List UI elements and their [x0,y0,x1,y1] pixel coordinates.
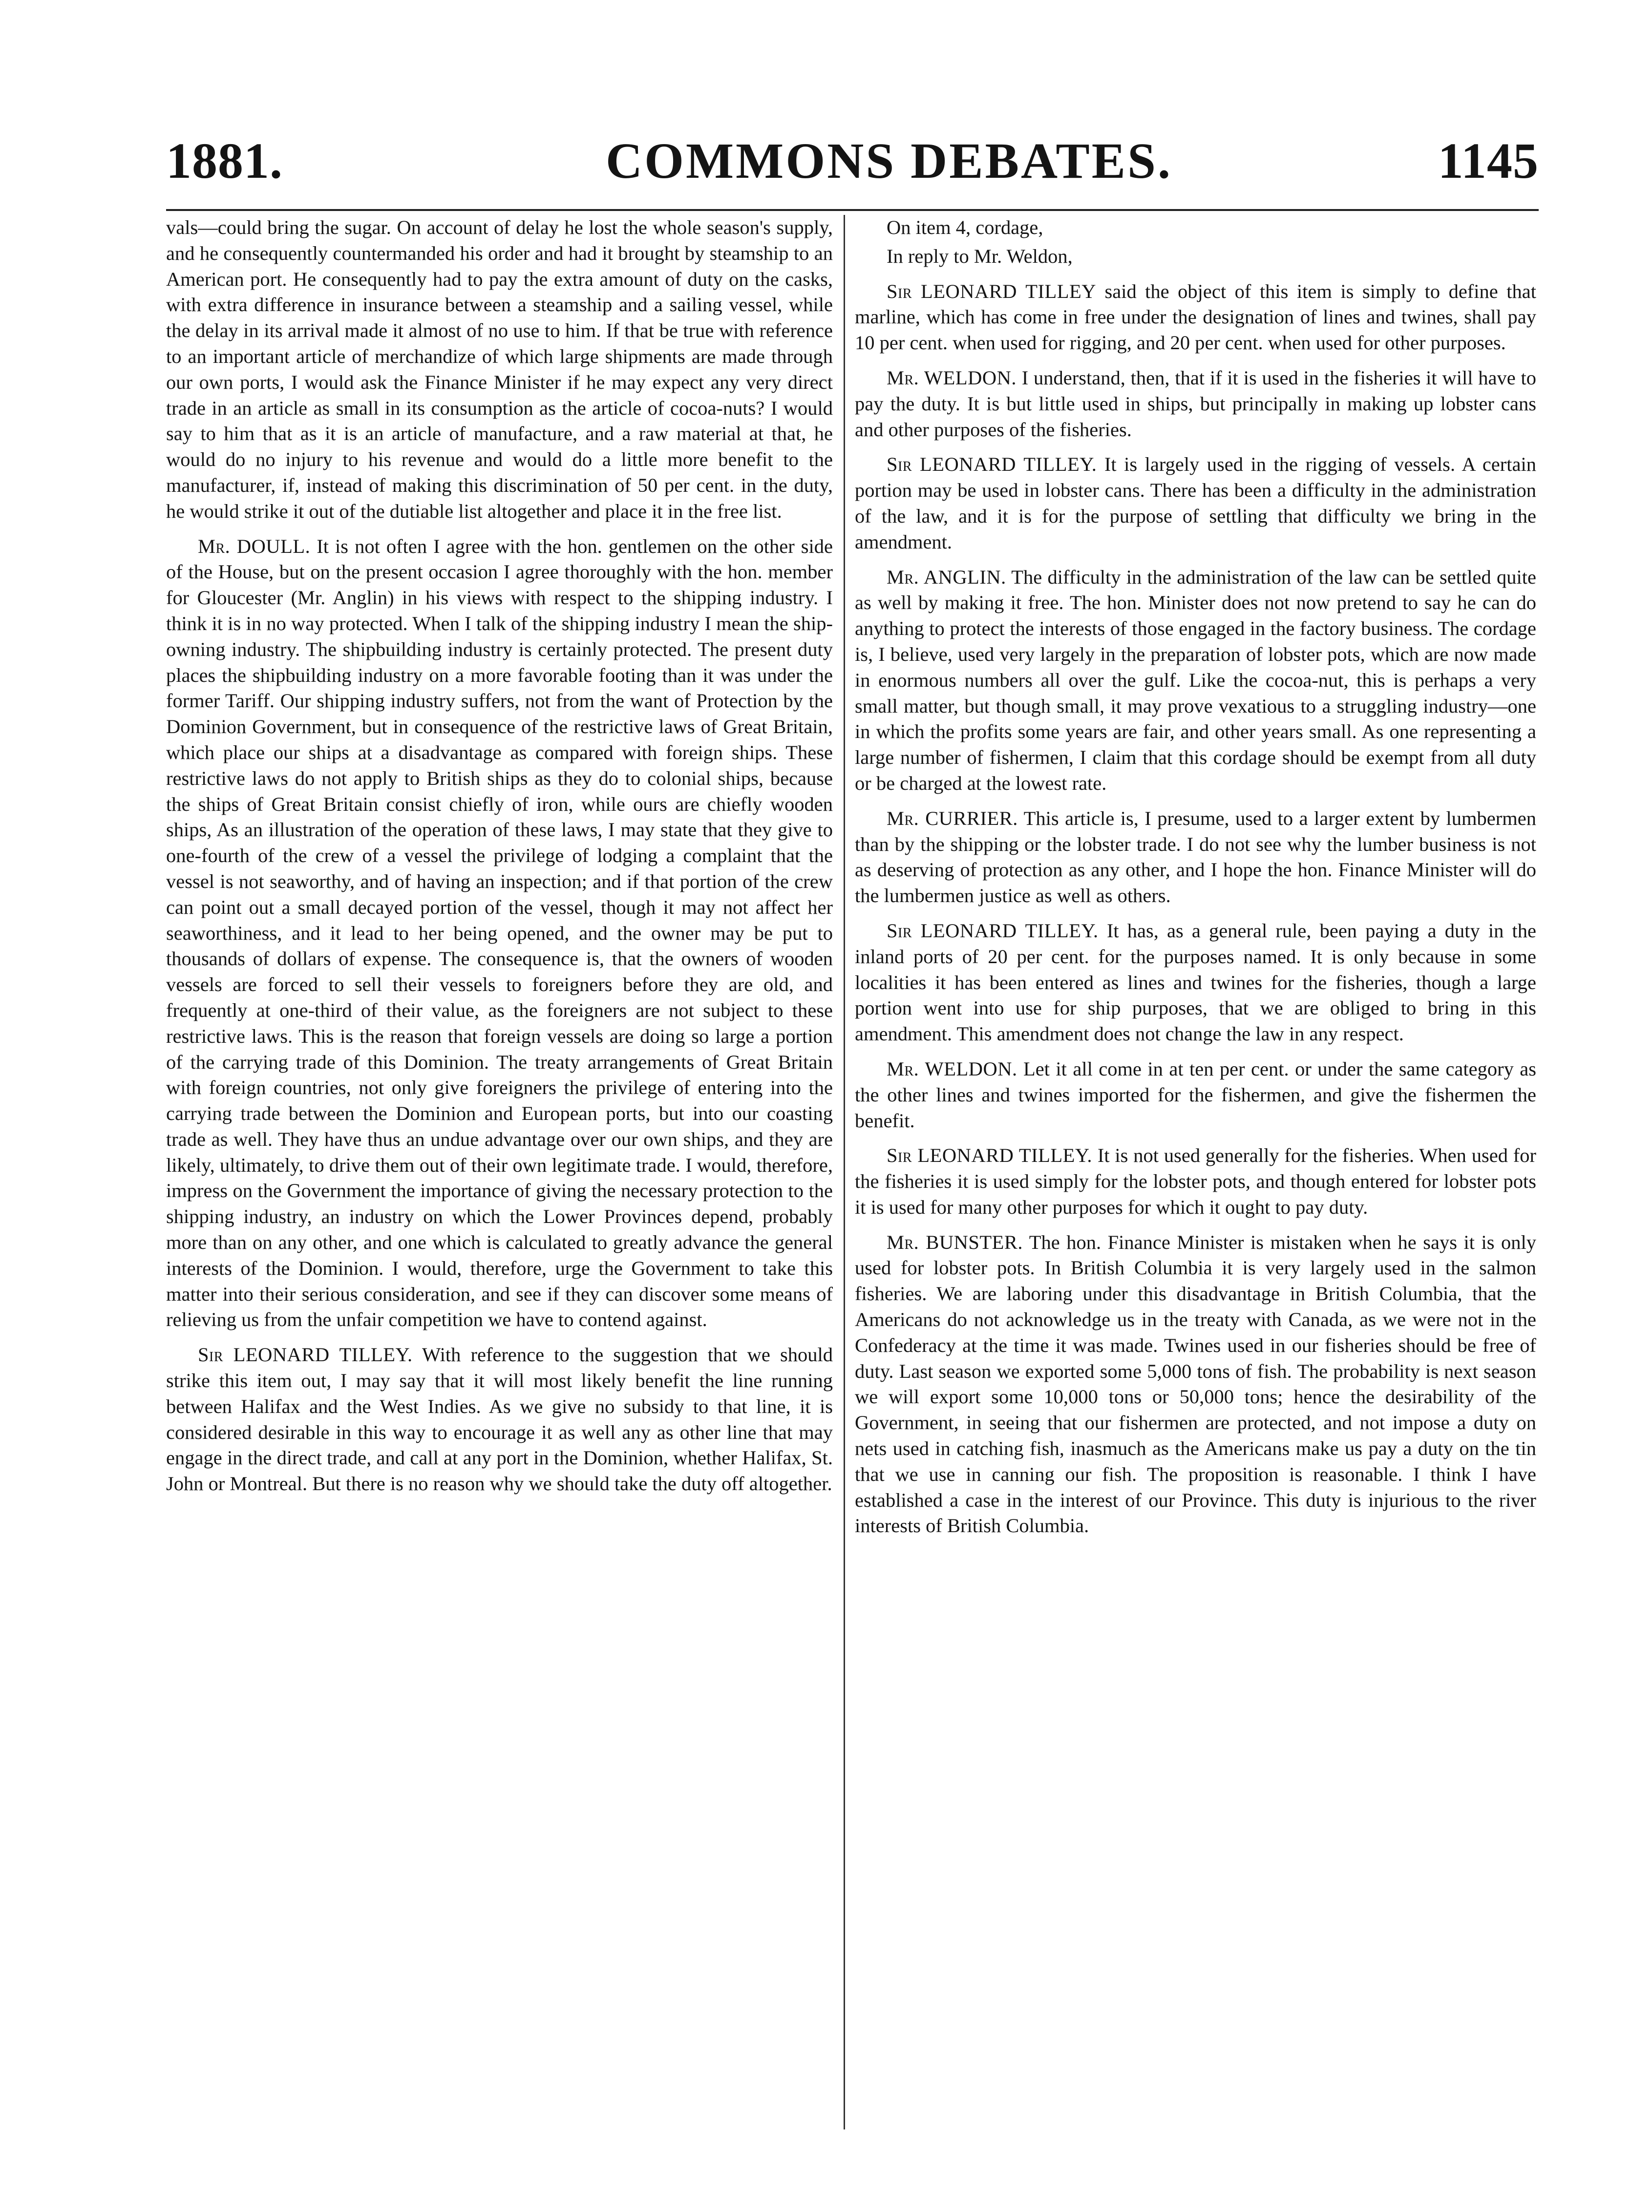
paragraph-text: It has, as a general rule, been paying a duty in the inland ports of 20 per cent. for the purposes named. It is only because in some localities it has been entered as lines and twines for the fisheries, though a large portion went into use for ship purposes, that we are obliged to bring in this amendment. This amendment does not change the law in any respect. [855,919,1536,1045]
speaker-name: Sir LEONARD TILLEY [887,280,1096,302]
item-note [855,244,1536,270]
note-text: In reply to Mr. Weldon, [887,245,1073,267]
paragraph-text: said the object of this item is simply to define that marline, which has come in free under the designation of lines and twines, shall pay 10 per cent. when used for rigging, and 20 per cent. when used for other purposes. [855,280,1536,354]
right-column [855,215,1536,1548]
paragraph-text: The difficulty in the administration of the law can be settled quite as well by making it free. The hon. Minister does not now pretend to say he can do anything to protect the interests of those engaged in the factory business. The cordage is, I believe, used very largely in the preparation of lobster pots, which are now made in enormous numbers all over the gulf. Like the cocoa-nut, this is perhaps a very small matter, but though small, it may prove vexatious to a struggling industry—one in which the profits some years are fair, and other years small. As one representing a large number of fishermen, I claim that this cordage should be exempt from all duty or be charged at the lowest rate. [855,566,1536,794]
paragraph-text: Let it all come in at ten per cent. or under the same category as the other lines and twines imported for the fishermen, and give the fishermen the benefit. [855,1057,1537,1132]
paragraph-text: The hon. Finance Minister is mistaken when he says it is only used for lobster pots. In British Columbia it is very largely used in the salmon fisheries. We are laboring under this disadvantage in British Columbia, that the Americans do not acknowledge us in the treaty with Canada, as we were not in the Confederacy at the time it was made. Twines used in our fisheries should be free of duty. Last season we exported some 5,000 tons of fish. The probability is next season we will export some 10,000 tons or 50,000 tons; hence the desirability of the Government, in seeing that our fishermen are protected, and not impose a duty on nets used in catching fish, inasmuch as the Americans make us pay a duty on the tin that we use in canning our fish. The proposition is reasonable. I think I have established a case in the interest of our Province. This duty is injurious to the river interests of British Columbia. [855,1231,1536,1537]
header-page-number: 1145 [1438,133,1539,189]
paragraph [855,1143,1536,1220]
speaker-name: Sir LEONARD TILLEY. [198,1344,413,1366]
page-header [166,132,1539,200]
paragraph-text: vals—could bring the sugar. On account of delay he lost the whole season's supply, and he consequently countermanded his order and had it brought by steamship to an American port. He consequently had to pay the extra amount of duty on the casks, with extra difference in insurance between a steamship and a sailing vessel, while the delay in its arrival made it almost of no use to him. If that be true with reference to an important article of merchandize of which large shipments are made through our own ports, I would ask the Finance Minister if he may expect any very direct trade in an article as small in its consumption as the article of cocoa-nuts? I would say to him that as it is an article of manufacture, and a raw material at that, he would do no injury to his revenue and would do a little more benefit to the manufacturer, if, instead of making this discrimination of 50 per cent. in the duty, he would strike it out of the dutiable list altogether and place it in the free list. [166,216,833,522]
header-year: 1881. [166,133,283,189]
paragraph [855,1056,1536,1134]
paragraph-text: It is not used generally for the fisheries. When used for the fisheries it is used simply for the lobster pots, and though entered for lobster pots it is used for many other purposes for which it ought to pay duty. [855,1144,1536,1218]
speaker-name: Sir LEONARD TILLEY. [887,1144,1093,1167]
header-rule [166,209,1539,211]
speaker-name: Mr. WELDON. [887,1057,1017,1080]
speaker-name: Mr. DOULL. [198,535,311,557]
paragraph [855,565,1536,797]
paragraph [166,215,833,525]
paragraph [855,365,1536,442]
speaker-name: Mr. WELDON. [887,366,1017,389]
paragraph [855,279,1536,356]
paragraph-text: It is largely used in the rigging of vessels. A certain portion may be used in lobster cans. There has been a difficulty in the administration of the law, and it is for the purpose of settling that difficulty we bring in the amendment. [855,453,1537,553]
paragraph-text: It is not often I agree with the hon. gentlemen on the other side of the House, but on the present occasion I agree thoroughly with the hon. member for Gloucester (Mr. Anglin) in his views with respect to the shipping industry. I think it is in no way protected. When I talk of the shipping industry I mean the ship-owning industry. The shipbuilding industry is certainly protected. The present duty places the shipbuilding industry on a more favorable footing than it was under the former Tariff. Our shipping industry suffers, not from the want of Protection by the Dominion Government, but in consequence of the restrictive laws of Great Britain, which place our ships at a disadvantage as compared with foreign ships. These restrictive laws do not apply to British ships as they do to colonial ships, because the ships of Great Britain consist chiefly of iron, while ours are chiefly wooden ships, As an illustration of the operation of these laws, I may state that they give to one-fourth of the crew of a vessel the privilege of lodging a complaint that the vessel is not seaworthy, and of having an inspection; and if that portion of the crew can point out a small decayed portion of the vessel, though it may not affect her seaworthiness, and it lead to her being opened, and the owner may be put to thousands of dollars of expense. The consequence is, that the owners of wooden vessels are forced to sell their vessels to foreigners before they are old, and frequently at one-third of their value, as the foreigners are not subject to these restrictive laws. This is the reason that foreign vessels are doing so large a portion of the carrying trade of this Dominion. The treaty arrangements of Great Britain with foreign countries, not only give foreigners the privilege of entering into the carrying trade between the Dominion and European ports, but into our coasting trade as well. They have thus an undue advantage over our own ships, and they are likely, ultimately, to drive them out of their own legitimate trade. I would, therefore, impress on the Government the importance of giving the necessary protection to the shipping industry, an industry on which the Lower Provinces depend, probably more than on any other, and one which is calculated to greatly advance the general interests of the Dominion. I would, therefore, urge the Government to take this matter into their serious consideration, and see if they can discover some means of relieving us from the unfair competition we have to contend against. [166,535,833,1331]
paragraph [855,1230,1536,1539]
speaker-name: Mr. ANGLIN. [887,566,1006,588]
left-column [166,215,833,1506]
column-divider [844,215,845,2129]
paragraph-text: I understand, then, that if it is used in the fisheries it will have to pay the duty. It is but little used in ships, but principally in making up lobster cans and other purposes of the fisheries. [855,366,1536,441]
paragraph [166,534,833,1333]
paragraph-text: This article is, I presume, used to a larger extent by lumbermen than by the shipping or the lobster trade. I do not see why the lumber business is not as deserving of protection as any other, and I hope the hon. Finance Minister will do the lumbermen justice as well as others. [855,807,1536,907]
paragraph [855,918,1536,1047]
speaker-name: Sir LEONARD TILLEY. [887,453,1097,476]
speaker-name: Mr. BUNSTER. [887,1231,1023,1253]
speaker-name: Mr. CURRIER. [887,807,1018,829]
paragraph [855,806,1536,909]
paragraph [855,452,1536,555]
paragraph-text: With reference to the suggestion that we should strike this item out, I may say that it will most likely benefit the line running between Halifax and the West Indies. As we give no subsidy to that line, it is considered desirable in this way to encourage it as well any as other line that may engage in the direct trade, and call at any port in the Dominion, whether Halifax, St. John or Montreal. But there is no reason why we should take the duty off altogether. [166,1344,833,1495]
note-text: On item 4, cordage, [887,216,1043,238]
header-title: COMMONS DEBATES. [606,133,1172,189]
speaker-name: Sir LEONARD TILLEY. [887,919,1099,942]
item-note [855,215,1536,241]
paragraph [166,1342,833,1497]
